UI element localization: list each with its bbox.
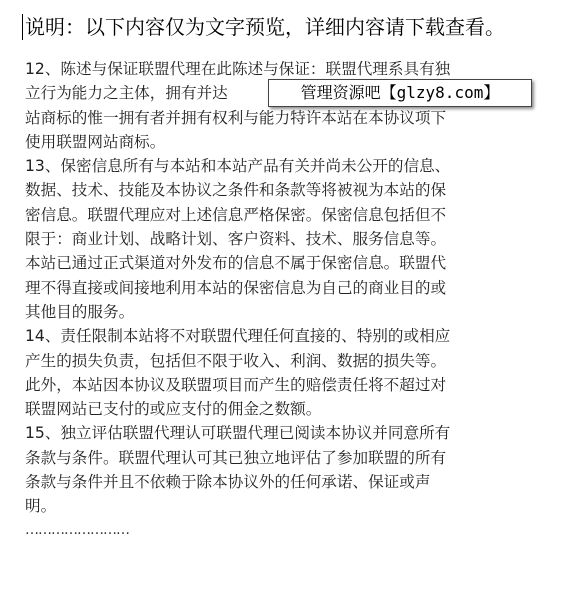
text-line: 密信息。联盟代理应对上述信息严格保密。保密信息包括但不	[25, 205, 447, 224]
text-line: 此外，本站因本协议及联盟项目而产生的赔偿责任将不超过对	[25, 375, 447, 394]
preview-notice: 说明：以下内容仅为文字预览，详细内容请下载查看。	[22, 14, 565, 40]
text-line: 其他目的服务。	[25, 302, 135, 321]
text-line: 站商标的惟一拥有者并拥有权利与能力特许本站在本协议项下	[25, 108, 447, 127]
text-line: 数据、技术、技能及本协议之条件和条款等将被视为本站的保	[25, 181, 447, 200]
text-line: 明。	[25, 497, 57, 516]
ellipsis-divider: ……………………	[25, 521, 129, 538]
text-line: 本站已通过正式渠道对外发布的信息不属于保密信息。联盟代	[25, 254, 447, 273]
text-line: 条款与条件。联盟代理认可其已独立地评估了参加联盟的所有	[25, 448, 447, 467]
watermark-banner: 管理资源吧【glzy8.com】	[268, 79, 532, 107]
document-body	[25, 57, 543, 540]
text-line: 12、陈述与保证联盟代理在此陈述与保证：联盟代理系具有独	[25, 60, 451, 78]
text-line: 限于：商业计划、战略计划、客户资料、技术、服务信息等。	[25, 230, 447, 249]
text-line: 理不得直接或间接地利用本站的保密信息为自己的商业目的或	[25, 278, 447, 297]
text-line: 条款与条件并且不依赖于除本协议外的任何承诺、保证或声	[25, 473, 431, 492]
text-line: 联盟网站已支付的或应支付的佣金之数额。	[25, 400, 322, 419]
text-line: 使用联盟网站商标。	[25, 132, 166, 151]
text-line: 15、独立评估联盟代理认可联盟代理已阅读本协议并同意所有	[25, 424, 451, 443]
text-line: 14、责任限制本站将不对联盟代理任何直接的、特别的或相应	[25, 327, 451, 346]
text-line: 13、保密信息所有与本站和本站产品有关并尚未公开的信息、	[25, 157, 451, 176]
text-line: 产生的损失负责，包括但不限于收入、利润、数据的损失等。	[25, 351, 447, 370]
text-line: 立行为能力之主体，拥有并达	[25, 84, 228, 103]
